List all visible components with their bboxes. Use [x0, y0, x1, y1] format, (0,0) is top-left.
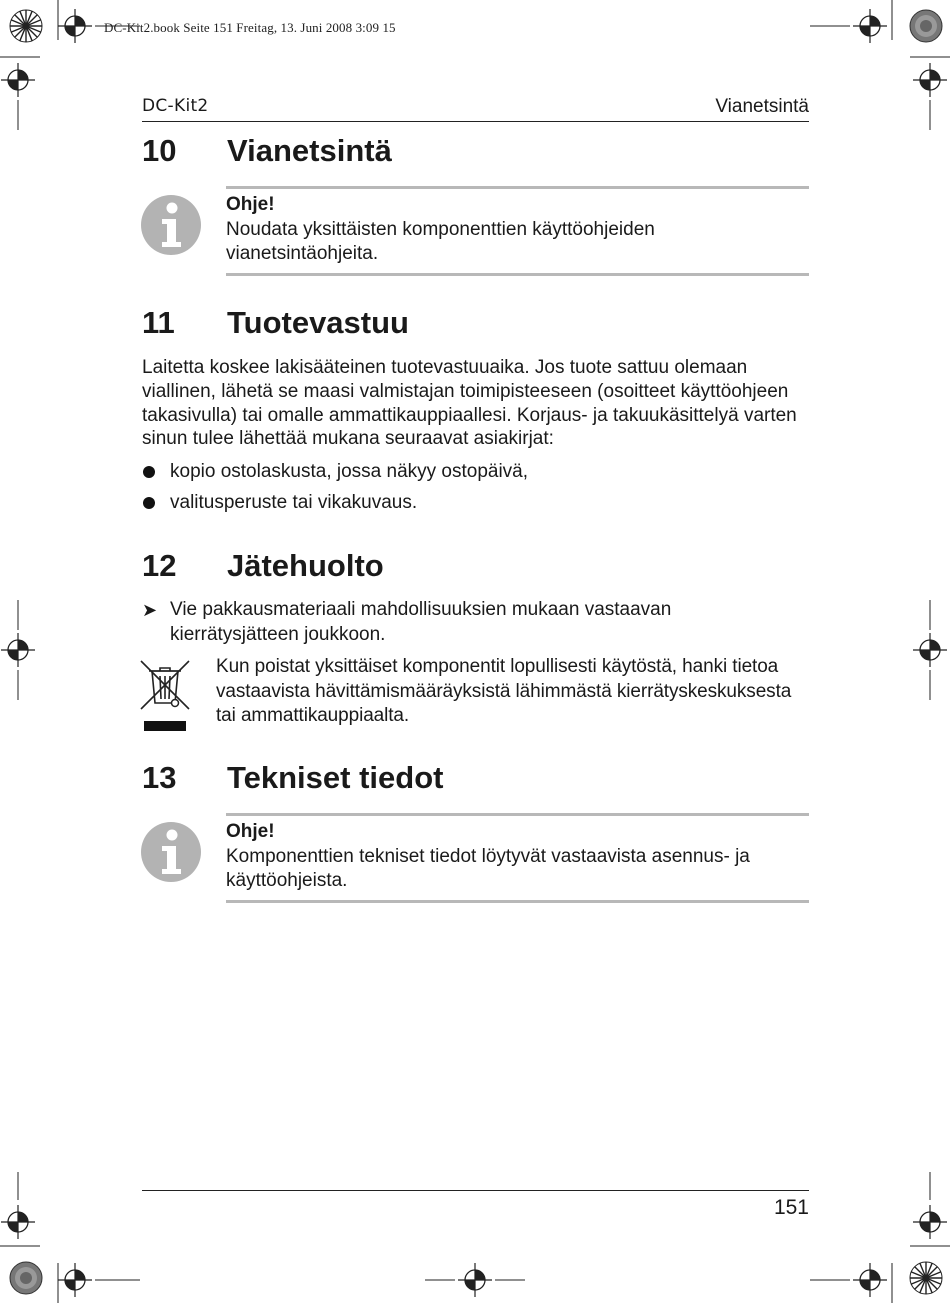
section-title: Vianetsintä: [227, 133, 392, 168]
disposal-text: Kun poistat yksittäiset komponentit lopullisesti käytöstä, hanki tietoa vastaavista hävittämismääräyksistä lähimmästä kierrätyskeskuksesta tai ammattikauppiaalta.: [216, 656, 792, 726]
page-number: 151: [773, 1196, 809, 1219]
section-title: Jätehuolto: [227, 548, 384, 583]
note-text: Noudata yksittäisten komponenttien käyttöohjeiden vianetsintäohjeita.: [226, 218, 655, 264]
running-header-chapter: Vianetsintä: [715, 96, 809, 117]
crossed-bin-icon: [139, 659, 191, 733]
section-number: 11: [142, 305, 175, 340]
info-icon: [141, 195, 201, 255]
bullet-icon: [143, 497, 155, 509]
footer-rule: [142, 1190, 809, 1191]
note-text: Komponenttien tekniset tiedot löytyvät vastaavista asennus- ja käyttöohjeista.: [226, 845, 750, 891]
note-label: Ohje!: [226, 194, 275, 215]
instruction-text: Vie pakkausmateriaali mahdollisuuksien mukaan vastaavan kierrätysjätteen joukkoon.: [170, 599, 672, 645]
info-icon: [141, 822, 201, 882]
bullet-icon: [143, 466, 155, 478]
section-title: Tekniset tiedot: [227, 760, 444, 795]
note-box: [226, 186, 809, 276]
section-number: 12: [142, 548, 177, 583]
running-header-product: DC-Kit2: [142, 96, 209, 116]
section-title: Tuotevastuu: [227, 305, 409, 340]
running-header: [142, 94, 809, 122]
section-number: 13: [142, 760, 177, 795]
note-label: Ohje!: [226, 821, 275, 842]
list-item-text: kopio ostolaskusta, jossa näkyy ostopäivä,: [170, 461, 529, 482]
arrow-icon: ➤: [142, 600, 158, 620]
print-info: DC-Kit2.book Seite 151 Freitag, 13. Juni 2008 3:09 15: [104, 20, 396, 35]
warranty-paragraph: Laitetta koskee lakisääteinen tuotevastuuaika. Jos tuote sattuu olemaan viallinen, lähetä se maasi valmistajan toimipisteeseen (osoitteet käyttöohjeen takasivulla) tai omalle ammattikauppiaallesi. Korjaus- ja takuukäsittelyä varten sinun tulee lähettää mukana seuraavat asiakirjat:: [142, 357, 797, 450]
note-box: [226, 813, 809, 903]
section-number: 10: [142, 133, 177, 168]
list-item-text: valitusperuste tai vikakuvaus.: [170, 492, 418, 513]
